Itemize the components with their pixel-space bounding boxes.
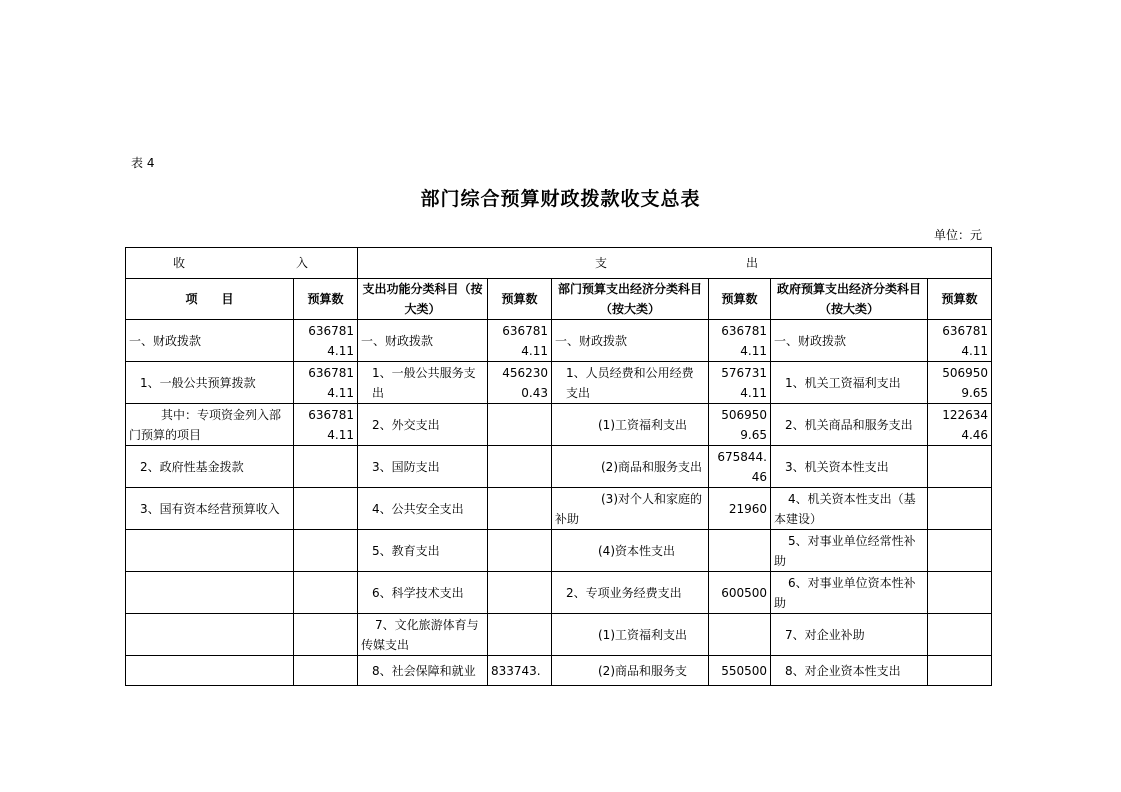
- func-item: 8、社会保障和就业: [358, 656, 488, 686]
- header-gov-econ: 政府预算支出经济分类科目（按大类）: [771, 279, 928, 320]
- income-item: [126, 656, 294, 686]
- income-section-header: [126, 248, 358, 279]
- section-header-row: [126, 248, 992, 279]
- func-budget: [488, 614, 552, 656]
- gov-item: 6、对事业单位资本性补助: [771, 572, 928, 614]
- gov-budget: 1226344.46: [928, 404, 992, 446]
- header-func-class: 支出功能分类科目（按大类）: [358, 279, 488, 320]
- dept-budget: 5069509.65: [709, 404, 771, 446]
- income-budget: [294, 488, 358, 530]
- dept-item: (3)对个人和家庭的补助: [552, 488, 709, 530]
- func-budget: [488, 530, 552, 572]
- gov-item: 4、机关资本性支出（基本建设）: [771, 488, 928, 530]
- income-budget: 6367814.11: [294, 362, 358, 404]
- dept-item: 2、专项业务经费支出: [552, 572, 709, 614]
- budget-summary-table: [125, 247, 992, 686]
- dept-item: (1)工资福利支出: [552, 614, 709, 656]
- dept-budget: [709, 614, 771, 656]
- dept-budget: 6367814.11: [709, 320, 771, 362]
- income-item: 1、一般公共预算拨款: [126, 362, 294, 404]
- func-item: 6、科学技术支出: [358, 572, 488, 614]
- gov-item: 7、对企业补助: [771, 614, 928, 656]
- dept-item: (2)商品和服务支: [552, 656, 709, 686]
- gov-budget: 5069509.65: [928, 362, 992, 404]
- func-item: 一、财政拨款: [358, 320, 488, 362]
- income-item: 2、政府性基金拨款: [126, 446, 294, 488]
- document-title: 部门综合预算财政拨款收支总表: [420, 188, 701, 210]
- dept-budget: 21960: [709, 488, 771, 530]
- dept-budget: [709, 530, 771, 572]
- func-item: 3、国防支出: [358, 446, 488, 488]
- expense-char-1: 支: [595, 256, 608, 270]
- income-item: [126, 614, 294, 656]
- header-budget-dept: 预算数: [709, 279, 771, 320]
- gov-budget: [928, 572, 992, 614]
- dept-item: 1、人员经费和公用经费支出: [552, 362, 709, 404]
- gov-budget: 6367814.11: [928, 320, 992, 362]
- dept-budget: 675844.46: [709, 446, 771, 488]
- table-row: [126, 362, 992, 404]
- income-char-2: 入: [295, 256, 308, 270]
- table-number: 表 4: [131, 156, 155, 170]
- func-budget: 6367814.11: [488, 320, 552, 362]
- income-budget: [294, 572, 358, 614]
- gov-item: 1、机关工资福利支出: [771, 362, 928, 404]
- table-row: [126, 572, 992, 614]
- column-header-row: [126, 279, 992, 320]
- gov-item: 2、机关商品和服务支出: [771, 404, 928, 446]
- income-budget: [294, 530, 358, 572]
- income-item: 其中：专项资金列入部门预算的项目: [126, 404, 294, 446]
- func-budget: 4562300.43: [488, 362, 552, 404]
- header-budget-func: 预算数: [488, 279, 552, 320]
- table-row: [126, 530, 992, 572]
- table-row: [126, 320, 992, 362]
- dept-budget: 5767314.11: [709, 362, 771, 404]
- income-budget: [294, 614, 358, 656]
- func-budget: [488, 572, 552, 614]
- header-dept-econ: 部门预算支出经济分类科目（按大类）: [552, 279, 709, 320]
- income-item: [126, 572, 294, 614]
- table-row: [126, 614, 992, 656]
- dept-budget: 600500: [709, 572, 771, 614]
- table-row: [126, 404, 992, 446]
- gov-budget: [928, 530, 992, 572]
- dept-budget: 550500: [709, 656, 771, 686]
- table-row: [126, 488, 992, 530]
- dept-item: 一、财政拨款: [552, 320, 709, 362]
- income-item: 一、财政拨款: [126, 320, 294, 362]
- unit-label: 单位：元: [934, 228, 983, 242]
- income-char-1: 收: [173, 256, 186, 270]
- gov-budget: [928, 614, 992, 656]
- income-budget: [294, 446, 358, 488]
- gov-item: 3、机关资本性支出: [771, 446, 928, 488]
- table-row: [126, 446, 992, 488]
- dept-item: (4)资本性支出: [552, 530, 709, 572]
- func-budget: [488, 488, 552, 530]
- dept-item: (2)商品和服务支出: [552, 446, 709, 488]
- income-item: [126, 530, 294, 572]
- gov-item: 5、对事业单位经常性补助: [771, 530, 928, 572]
- gov-budget: [928, 656, 992, 686]
- func-item: 5、教育支出: [358, 530, 488, 572]
- func-item: 1、一般公共服务支出: [358, 362, 488, 404]
- func-item: 2、外交支出: [358, 404, 488, 446]
- gov-budget: [928, 446, 992, 488]
- func-item: 4、公共安全支出: [358, 488, 488, 530]
- expense-section-header: [358, 248, 992, 279]
- func-budget: [488, 404, 552, 446]
- income-budget: [294, 656, 358, 686]
- header-budget-gov: 预算数: [928, 279, 992, 320]
- func-budget: 833743.: [488, 656, 552, 686]
- dept-item: (1)工资福利支出: [552, 404, 709, 446]
- gov-item: 8、对企业资本性支出: [771, 656, 928, 686]
- gov-item: 一、财政拨款: [771, 320, 928, 362]
- income-budget: 6367814.11: [294, 404, 358, 446]
- gov-budget: [928, 488, 992, 530]
- table-row: [126, 656, 992, 686]
- header-budget-income: 预算数: [294, 279, 358, 320]
- expense-char-2: 出: [746, 256, 759, 270]
- func-budget: [488, 446, 552, 488]
- income-item: 3、国有资本经营预算收入: [126, 488, 294, 530]
- func-item: 7、文化旅游体育与传媒支出: [358, 614, 488, 656]
- income-budget: 6367814.11: [294, 320, 358, 362]
- header-item: 项 目: [126, 279, 294, 320]
